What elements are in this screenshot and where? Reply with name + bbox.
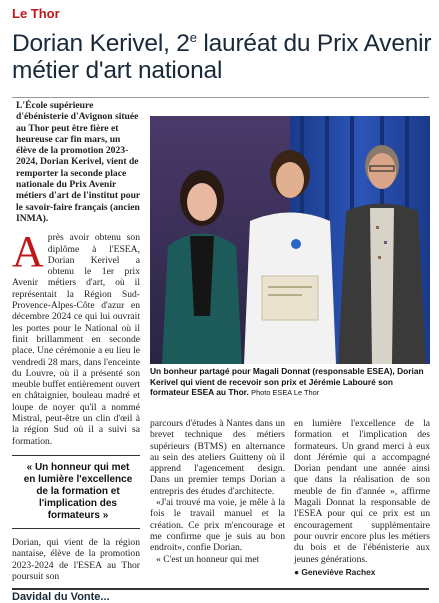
next-article-head: Davidal du Vonte... <box>12 591 110 603</box>
drop-cap: A <box>12 227 44 277</box>
lede-text: L'École supérieure d'ébénisterie d'Avignon située au Thor peut être fière et heureuse car fin mars, un élève de la promotion 2023-2024, Dorian Kerivel, vient de remporter la seconde place nationale du Prix Avenir métiers d'art de l'institut pour le savoir-faire français (ancien INMA). <box>16 100 141 224</box>
body-text-2: Dorian, qui vient de la région nantaise, élève de la promotion 2023-2024 de l'ESEA au Thor poursuit son <box>12 536 140 582</box>
headline-part2: lauréat du Prix Avenir métier d'art national <box>12 30 432 84</box>
photo-credit: Photo ESEA Le Thor <box>251 388 320 398</box>
headline-rule <box>12 97 429 98</box>
body-paragraph-1 <box>12 227 140 447</box>
section-kicker: Le Thor <box>12 6 60 21</box>
caption-text: Un bonheur partagé pour Magali Donnat (responsable ESEA), Dorian Kerivel qui vient de recevoir son prix et Jérémie Labouré son formateur ESEA au Thor. <box>150 366 424 398</box>
article-photo <box>150 116 430 364</box>
photo-caption <box>150 366 430 399</box>
col2-paragraph-2: «J'ai trouvé ma voie, je mêle à la fois le travail manuel et la création. Ce prix m'encourage et me confirme que je suis au bon endroit», confie Dorian. <box>150 497 285 554</box>
headline-sup: e <box>189 30 197 45</box>
col2-paragraph-1: parcours d'études à Nantes dans un brevet technique des métiers supérieurs (BTMS) en alternance au sein des ateliers Guitteny où il apprend l'agencement design. Dans un premier temps Dorian a entrepris des études d'architecte. <box>150 418 285 497</box>
column-3 <box>294 418 430 578</box>
article-headline <box>12 24 432 84</box>
author-signature: ● Geneviève Rachex <box>294 566 376 577</box>
photo-illustration <box>150 116 430 364</box>
col2-paragraph-3: « C'est un honneur qui met <box>156 553 260 565</box>
bottom-rule <box>12 588 429 590</box>
col3-paragraph: en lumière l'excellence de la formation et l'implication des formateurs. Un grand merci à eux dont Jérémie qui a accompagné Dorian pendant une année ainsi que dans la réalisation de son meuble de fin d'année », affirme Magali Donnat la responsable de l'ESEA pour qui ce prix est un encouragement supplémentaire pour ouvrir encore plus les métiers du bois et de l'ébénisterie aux jeunes générations. <box>294 418 430 565</box>
headline-part1: Dorian Kerivel, 2 <box>12 30 190 57</box>
lede-paragraph <box>12 100 140 224</box>
column-2 <box>150 418 285 565</box>
column-1 <box>12 100 140 582</box>
body-paragraph-2 <box>12 537 140 582</box>
body-text-1: près avoir obtenu son diplôme à l'ESEA, Dorian Kerivel a obtenu le 1er prix Avenir métiers d'art, où il représentait la Région Sud-Provence-Alpes-Côte d'azur en décembre 2024 ce qui lui ouvrait les portes pour le National où il finit brillamment en seconde place. Une cérémonie a eu lieu le vendredi 28 mars, dans l'enceinte du Louvre, où il a présenté son meuble buffet entièrement ouvert en châtaignier, bouleau madré et loupe de noyer qu'il a nommé Mistral, peut-être un clin d'œil à la région Sud où il a suivi sa formation. <box>12 232 140 447</box>
pull-quote: « Un honneur qui met en lumière l'excellence de la formation et l'implication des formateurs » <box>12 455 140 529</box>
